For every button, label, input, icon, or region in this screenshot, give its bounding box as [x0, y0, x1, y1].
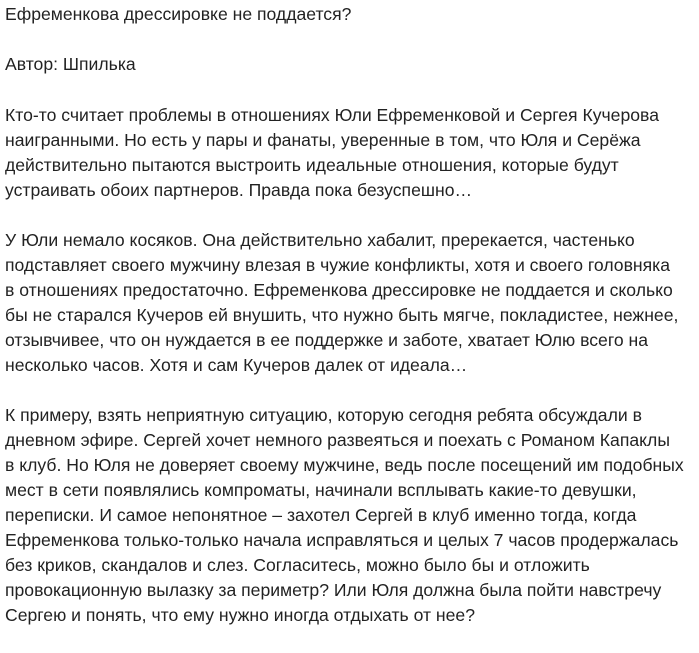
paragraph-line: Кто-то считает проблемы в отношениях Юли Ефременковой и Сергея Кучерова	[5, 105, 659, 125]
paragraph-line: несколько часов. Хотя и сам Кучеров далек от идеала…	[5, 355, 468, 375]
article-title: Ефременкова дрессировке не поддается?	[5, 4, 352, 24]
paragraph-line: действительно пытаются выстроить идеальные отношения, которые будут	[5, 155, 619, 175]
article-byline: Автор: Шпилька	[5, 54, 136, 74]
paragraph-line: наигранными. Но есть у пары и фанаты, уверенные в том, что Юля и Серёжа	[5, 130, 641, 150]
paragraph-example	[5, 403, 695, 628]
paragraph-intro	[5, 103, 695, 203]
paragraph-line: в отношениях предостаточно. Ефременкова дрессировке не поддается и сколько	[5, 280, 673, 300]
paragraph-line: Сергею и понять, что ему нужно иногда отдыхать от нее?	[5, 605, 475, 625]
paragraph-line: переписки. И самое непонятное – захотел Сергей в клуб именно тогда, когда	[5, 505, 637, 525]
paragraph-line: бы не старался Кучеров ей внушить, что нужно быть мягче, покладистее, нежнее,	[5, 305, 679, 325]
paragraph-line: провокационную вылазку за периметр? Или Юля должна была пойти навстречу	[5, 580, 662, 600]
paragraph-line: У Юли немало косяков. Она действительно хабалит, пререкается, частенько	[5, 230, 635, 250]
paragraph-line: отзывчивее, что он нуждается в ее поддержке и заботе, хватает Юлю всего на	[5, 330, 649, 350]
paragraph-line: дневном эфире. Сергей хочет немного развеяться и поехать с Романом Капаклы	[5, 430, 670, 450]
paragraph-line: мест в сети появлялись компроматы, начинали всплывать какие-то девушки,	[5, 480, 637, 500]
paragraph-faults	[5, 228, 695, 378]
paragraph-line: подставляет своего мужчину влезая в чужие конфликты, хотя и своего головняка	[5, 255, 671, 275]
paragraph-line: К примеру, взять неприятную ситуацию, которую сегодня ребята обсуждали в	[5, 405, 642, 425]
paragraph-line: в клуб. Но Юля не доверяет своему мужчине, ведь после посещений им подобных	[5, 455, 684, 475]
paragraph-line: без криков, скандалов и слез. Согласитесь, можно было бы и отложить	[5, 555, 590, 575]
article	[5, 2, 695, 653]
paragraph-line: Ефременкова только-только начала исправляться и целых 7 часов продержалась	[5, 530, 679, 550]
paragraph-line: устраивать обоих партнеров. Правда пока безуспешно…	[5, 180, 473, 200]
